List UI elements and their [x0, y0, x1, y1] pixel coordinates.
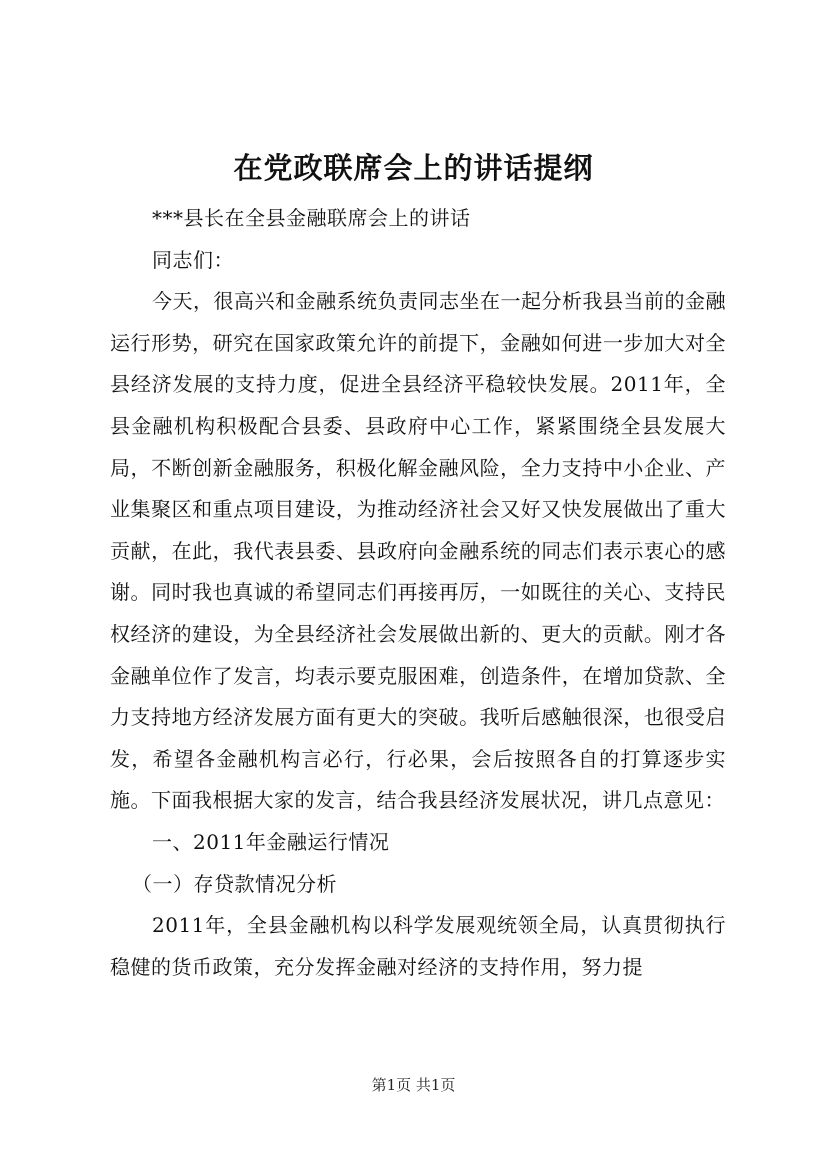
document-title: 在党政联席会上的讲话提纲	[233, 151, 594, 185]
subsection-heading: （一）存贷款情况分析	[132, 871, 337, 896]
paragraph-deposits: 2011年，全县金融机构以科学发展观统领全局，认真贯彻执行稳健的货币政策，充分发挥金融对经济的支持作用，努力提	[110, 913, 726, 979]
subtitle: ***县长在全县金融联席会上的讲话	[152, 206, 471, 230]
document-body	[110, 198, 726, 988]
section-heading: 一、2011年金融运行情况	[152, 829, 390, 854]
paragraph-intro: 今天，很高兴和金融系统负责同志坐在一起分析我县当前的金融运行形势，研究在国家政策允许的前提下，金融如何进一步加大对全县经济发展的支持力度，促进全县经济平稳较快发展。2011年，全县金融机构积极配合县委、县政府中心工作，紧紧围绕全县发展大局，不断创新金融服务，积极化解金融风险，全力支持中小企业、产业集聚区和重点项目建设，为推动经济社会又好又快发展做出了重大贡献，在此，我代表县委、县政府向金融系统的同志们表示衷心的感谢。同时我也真诚的希望同志们再接再厉，一如既往的关心、支持民权经济的建设，为全县经济社会发展做出新的、更大的贡献。刚才各金融单位作了发言，均表示要克服困难，创造条件，在增加贷款、全力支持地方经济发展方面有更大的突破。我听后感触很深，也很受启发，希望各金融机构言必行，行必果，会后按照各自的打算逐步实施。下面我根据大家的发言，结合我县经济发展状况，讲几点意见：	[110, 289, 726, 813]
page-number: 第1页 共1页	[371, 1076, 456, 1094]
salutation: 同志们：	[152, 247, 234, 272]
